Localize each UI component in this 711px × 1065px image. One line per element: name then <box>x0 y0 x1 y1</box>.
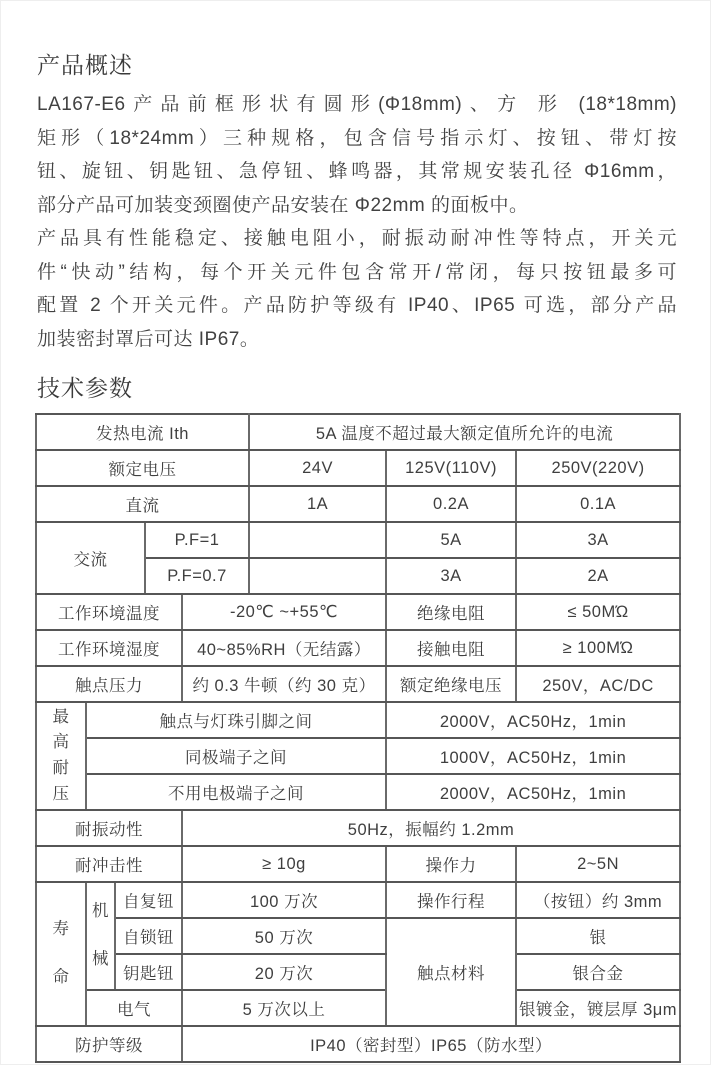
spec-value: 约 0.3 牛顿（约 30 克） <box>182 666 386 702</box>
spec-label: 工作环境湿度 <box>36 630 182 666</box>
spec-label: 发热电流 Ith <box>36 414 249 450</box>
spec-value <box>249 522 386 558</box>
spec-value: 100 万次 <box>182 882 386 918</box>
spec-value: 3A <box>516 522 680 558</box>
row-life-mech-2 <box>36 918 680 954</box>
spec-label: 交流 <box>36 522 145 594</box>
spec-label: 防护等级 <box>36 1026 182 1062</box>
row-vibration <box>36 810 680 846</box>
spec-label: 耐振动性 <box>36 810 182 846</box>
spec-value: 1A <box>249 486 386 522</box>
row-withstand-1 <box>36 702 680 738</box>
specs-table <box>35 413 681 1063</box>
spec-label: 触点材料 <box>386 918 516 1026</box>
spec-value: 银 <box>516 918 680 954</box>
spec-sublabel: 触点与灯珠引脚之间 <box>86 702 386 738</box>
spec-value: （按钮）约 3mm <box>516 882 680 918</box>
row-humidity <box>36 630 680 666</box>
spec-label: 额定电压 <box>36 450 249 486</box>
spec-label-vertical <box>86 882 115 990</box>
specs-title: 技术参数 <box>37 375 133 401</box>
spec-value: 40~85%RH（无结露） <box>182 630 386 666</box>
overview-line: 件“快动”结构，每个开关元件包含常开/常闭，每只按钮最多可 <box>37 261 677 283</box>
spec-value: 50 万次 <box>182 918 386 954</box>
spec-value: 250V，AC/DC <box>516 666 680 702</box>
overview-line: 钮、旋钮、钥匙钮、急停钮、蜂鸣器，其常规安装孔径 Φ16mm， <box>37 161 677 182</box>
spec-value: 2000V，AC50Hz，1min <box>386 774 680 810</box>
overview-line: 部分产品可加装变颈圈使产品安装在 Φ22mm 的面板中。 <box>37 194 529 216</box>
spec-sublabel: 电气 <box>86 990 182 1026</box>
overview-line: 配置 2 个开关元件。产品防护等级有 IP40、IP65 可选，部分产品 <box>37 295 677 316</box>
spec-label: 直流 <box>36 486 249 522</box>
spec-value: -20℃ ~+55℃ <box>182 594 386 630</box>
spec-sublabel: 自锁钮 <box>115 918 182 954</box>
spec-value: 50Hz，振幅约 1.2mm <box>182 810 680 846</box>
spec-label-vertical <box>36 702 86 810</box>
spec-value: 5A 温度不超过最大额定值所允许的电流 <box>249 414 680 450</box>
spec-label: 绝缘电阻 <box>386 594 516 630</box>
overview-line: 加装密封罩后可达 IP67。 <box>37 328 260 350</box>
row-withstand-3 <box>36 774 680 810</box>
spec-value: ≤ 50MΏ <box>516 594 680 630</box>
overview-title: 产品概述 <box>37 52 133 78</box>
spec-value: 2000V，AC50Hz，1min <box>386 702 680 738</box>
spec-sublabel: P.F=1 <box>145 522 249 558</box>
overview-line: 矩形（18*24mm）三种规格，包含信号指示灯、按钮、带灯按 <box>37 127 677 149</box>
overview-paragraph <box>37 88 677 356</box>
row-rated-voltage <box>36 450 680 486</box>
row-life-mech-3 <box>36 954 680 990</box>
spec-value: 2A <box>516 558 680 594</box>
spec-label: 触点压力 <box>36 666 182 702</box>
spec-value: 5A <box>386 522 516 558</box>
row-withstand-2 <box>36 738 680 774</box>
spec-label: 操作行程 <box>386 882 516 918</box>
life-label: 寿命 <box>52 920 70 986</box>
row-heat-current <box>36 414 680 450</box>
spec-value: 20 万次 <box>182 954 386 990</box>
spec-label: 工作环境温度 <box>36 594 182 630</box>
row-life-mech-1 <box>36 882 680 918</box>
spec-sublabel: 自复钮 <box>115 882 182 918</box>
row-protection <box>36 1026 680 1062</box>
spec-value: 银合金 <box>516 954 680 990</box>
spec-label: 额定绝缘电压 <box>386 666 516 702</box>
spec-value <box>249 558 386 594</box>
mechanical-label: 机械 <box>92 902 109 968</box>
spec-value: IP40（密封型）IP65（防水型） <box>182 1026 680 1062</box>
spec-sublabel: 同极端子之间 <box>86 738 386 774</box>
withstand-label: 最高耐压 <box>52 707 70 803</box>
spec-value: 24V <box>249 450 386 486</box>
spec-value: 0.2A <box>386 486 516 522</box>
row-shock <box>36 846 680 882</box>
spec-value: 0.1A <box>516 486 680 522</box>
spec-label: 耐冲击性 <box>36 846 182 882</box>
spec-value: 1000V，AC50Hz，1min <box>386 738 680 774</box>
spec-value: 250V(220V) <box>516 450 680 486</box>
row-ac-pf1 <box>36 522 680 558</box>
spec-value: 3A <box>386 558 516 594</box>
row-contact-force <box>36 666 680 702</box>
row-life-electrical <box>36 990 680 1026</box>
overview-line: LA167-E6产品前框形状有圆形(Φ18mm)、方 形 (18*18mm) <box>37 94 677 115</box>
row-temperature <box>36 594 680 630</box>
spec-value: 2~5N <box>516 846 680 882</box>
spec-sublabel: 钥匙钮 <box>115 954 182 990</box>
overview-line: 产品具有性能稳定、接触电阻小，耐振动耐冲性等特点，开关元 <box>37 228 677 249</box>
spec-value: ≥ 10g <box>182 846 386 882</box>
spec-label: 接触电阻 <box>386 630 516 666</box>
spec-sublabel: P.F=0.7 <box>145 558 249 594</box>
spec-value: 5 万次以上 <box>182 990 386 1026</box>
row-dc <box>36 486 680 522</box>
spec-label-vertical <box>36 882 86 1026</box>
spec-sublabel: 不用电极端子之间 <box>86 774 386 810</box>
spec-value: ≥ 100MΏ <box>516 630 680 666</box>
spec-value: 125V(110V) <box>386 450 516 486</box>
spec-value: 银镀金，镀层厚 3μm <box>516 990 680 1026</box>
spec-label: 操作力 <box>386 846 516 882</box>
